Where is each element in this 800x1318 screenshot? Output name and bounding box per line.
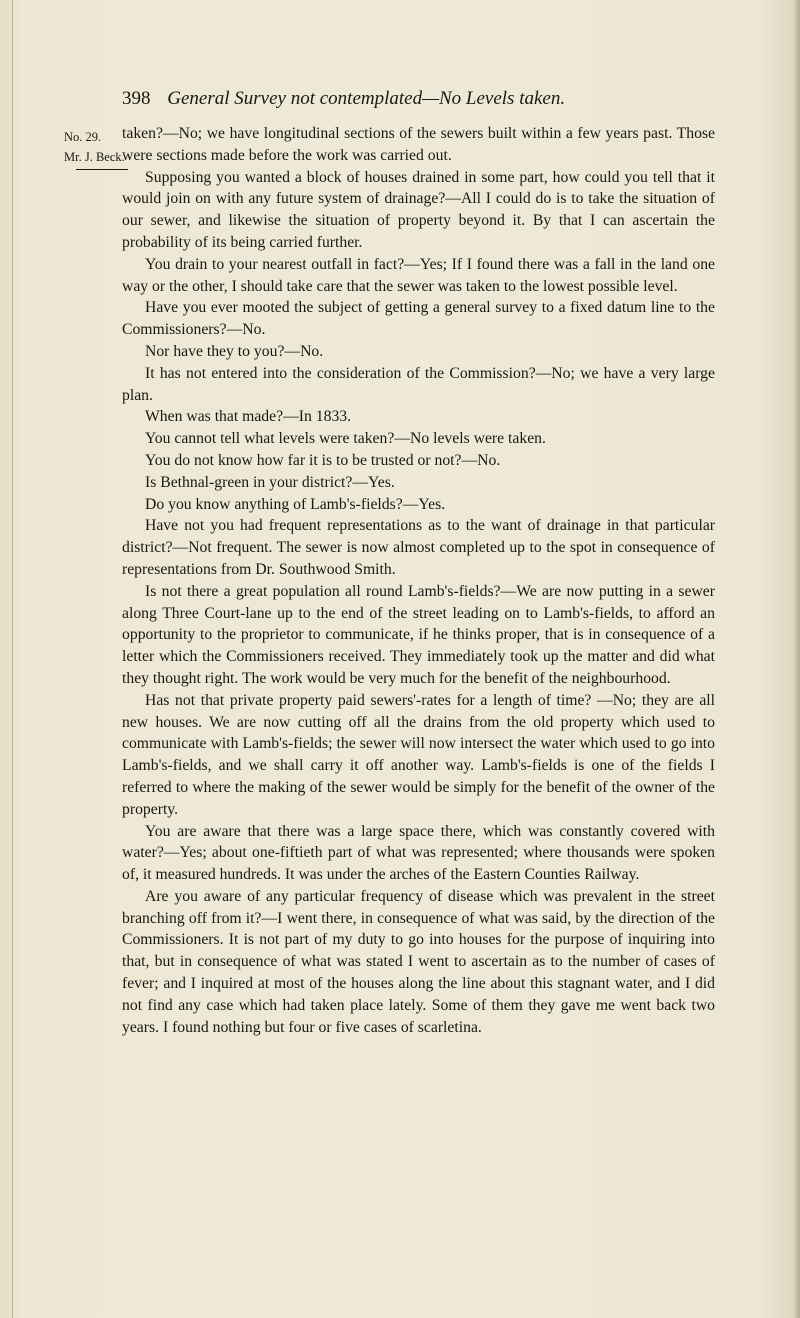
paragraph: Is Bethnal-green in your district?—Yes. (145, 473, 395, 491)
witness-underline (76, 169, 128, 170)
paragraph: Nor have they to you?—No. (145, 342, 324, 360)
paragraph: You are aware that there was a large space there, which was constantly covered with water?—Yes; about one-fiftieth part of what was represented; where thousands were spoken of, it measured hundreds. It was under the arches of the Eastern Counties Railway. (122, 822, 715, 884)
page-edge-shadow (794, 0, 800, 1318)
paragraph: When was that made?—In 1833. (145, 408, 352, 426)
paragraph: Are you aware of any particular frequency of disease which was prevalent in the street branching off from it?—I went there, in consequence of what was said, by the direction of the Commissioners. It is not part of my duty to go into houses for the purpose of inquiring into that, but in consequence of what was stated I went to ascertain as to the number of cases of fever; and I inquired at most of the houses along the line about this stagnant water, and I did not find any case which had taken place lately. Some of them they gave me went back two years. I found nothing but four or five cases of scarletina. (122, 887, 715, 1036)
page-number: 398 (122, 88, 151, 109)
question-number: No. 29. (64, 130, 102, 144)
paragraph: It has not entered into the consideration of the Commission?—No; we have a very large plan. (122, 364, 715, 404)
paragraph: You do not know how far it is to be trusted or not?—No. (145, 451, 501, 469)
paragraph: Do you know anything of Lamb's-fields?—Yes. (145, 495, 446, 513)
paragraph: Have not you had frequent representations as to the want of drainage in that particular district?—Not frequent. The sewer is now almost completed up to the spot in consequence of representations from Dr. Southwood Smith. (122, 517, 715, 578)
paragraph: You cannot tell what levels were taken?—No levels were taken. (145, 430, 546, 448)
paragraph: You drain to your nearest outfall in fact?—Yes; If I found there was a fall in the land one way or the other, I should take care that the sewer was taken to the lowest possible level. (122, 255, 715, 295)
paragraph: Have you ever mooted the subject of getting a general survey to a fixed datum line to the Commissioners?—No. (122, 299, 715, 339)
running-header (122, 88, 702, 110)
testimony-text (122, 123, 715, 1038)
running-title: General Survey not contemplated—No Levels taken. (167, 88, 566, 109)
witness-name: Mr. J. Beck. (64, 150, 125, 164)
paragraph: Supposing you wanted a block of houses drained in some part, how could you tell that it would join on with any future system of drainage?—All I could do is to take the situation of our sewer, and likewise the situation of property beyond it. By that I can ascertain the probability of its being carried further. (122, 168, 715, 251)
paragraph: Is not there a great population all round Lamb's-fields?—We are now putting in a sewer along Three Court-lane up to the end of the street leading on to Lamb's-fields, to afford an opportunity to the proprietor to communicate, if he thinks proper, that is in consequence of a letter which the Commissioners received. They immediately took up the matter and did what they thought right. The work would be very much for the benefit of the neighbourhood. (122, 582, 715, 687)
paragraph: taken?—No; we have longitudinal sections of the sewers built within a few years past. Those were sections made before the work was carried out. (122, 125, 715, 164)
paragraph: Has not that private property paid sewers'-rates for a length of time? —No; they are all new houses. We are now cutting off all the drains from the old property which used to communicate with Lamb's-fields; the sewer will now intersect the water which used to go into Lamb's-fields, and we shall carry it off another way. Lamb's-fields is one of the fields I referred to where the making of the sewer would be simply for the benefit of the owner of the property. (122, 691, 715, 818)
page-gutter (12, 0, 13, 1318)
